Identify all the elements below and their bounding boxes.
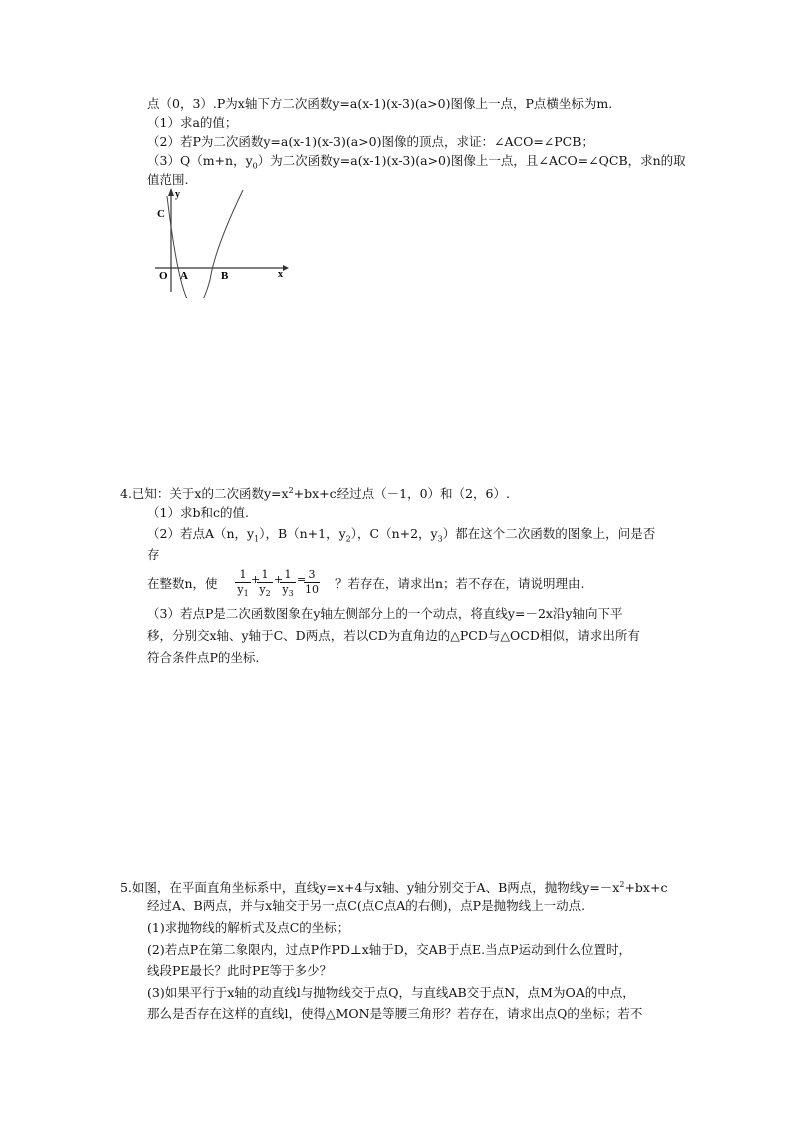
p4-q2-sub2: 2 <box>345 534 351 544</box>
p5-intro-part-a: 5.如图，在平面直角坐标系中，直线y=x+4与x轴、y轴分别交于A、B两点，抛物线y=－x <box>120 880 620 896</box>
p5-q3-line1: (3)如果平行于x轴的动直线l与抛物线交于点Q，与直线AB交于点N，点M为OA的中点， <box>147 985 635 1000</box>
fraction-denominator: 10 <box>305 583 319 596</box>
p4-intro-superscript: 2 <box>288 486 294 495</box>
p4-q3-line2: 移，分别交x轴、y轴于C、D两点，若以CD为直角边的△PCD与△OCD相似，请求出所有 <box>147 628 640 643</box>
label-y: y <box>175 189 180 200</box>
fraction-den-y: y <box>237 583 244 596</box>
p4-q2-part-2: ），B（n+1，y <box>259 526 346 541</box>
x-axis-arrow <box>283 265 289 271</box>
fraction-denominator <box>280 584 296 600</box>
p3-q3-part-b: ）为二次函数y=a(x-1)(x-3)(a>0)图像上一点，且∠ACO=∠QCB，求n的取 <box>257 153 686 168</box>
label-b: B <box>221 270 229 282</box>
p5-q3-line2: 那么是否存在这样的直线l，使得△MON是等腰三角形？若存在，请求出点Q的坐标；若不 <box>147 1006 643 1021</box>
p5-q1: (1)求抛物线的解析式及点C的坐标； <box>147 920 350 935</box>
p4-q2-continued-a: 在整数n，使 <box>147 576 218 591</box>
fraction-3-over-10 <box>304 569 320 596</box>
plus-sign-1: + <box>251 573 261 586</box>
fraction-denominator <box>235 584 251 600</box>
fraction-numerator: 1 <box>261 568 269 581</box>
p3-q3 <box>147 153 686 175</box>
label-x: x <box>278 269 283 280</box>
p4-q3-line1: （3）若点P是二次函数图象在y轴左侧部分上的一个动点，将直线y=－2x沿y轴向下平 <box>147 606 623 621</box>
p3-q3-subscript: 0 <box>252 161 258 171</box>
p4-q2-part-1: （2）若点A（n，y <box>147 526 255 541</box>
p5-intro-superscript: 2 <box>619 880 625 889</box>
p4-q2-sub3: 3 <box>437 534 443 544</box>
fraction-1-over-y1 <box>235 569 251 600</box>
p3-q1: （1）求a的值； <box>147 115 238 130</box>
p4-q2-wrap: 存 <box>147 547 160 562</box>
p4-intro-part-a: 4.已知：关于x的二次函数y=x <box>120 486 289 502</box>
fraction-numerator: 1 <box>284 568 292 581</box>
parabola-curve <box>167 190 243 298</box>
fraction-numerator: 3 <box>308 568 316 581</box>
p3-q2: （2）若P为二次函数y=a(x-1)(x-3)(a>0)图像的顶点，求证：∠ACO=∠PCB； <box>147 134 594 149</box>
fraction-denominator <box>257 584 273 600</box>
fraction-1-over-y2 <box>257 569 273 600</box>
p5-intro-part-b: +bx+c <box>624 880 668 896</box>
equals-sign: = <box>297 573 307 586</box>
label-c: C <box>157 208 165 220</box>
fraction-den-y: y <box>259 583 266 596</box>
plus-sign-2: + <box>274 573 284 586</box>
p4-q2-part-4: ）都在这个二次函数的图象上，问是否 <box>442 526 656 541</box>
p4-intro <box>120 483 510 502</box>
p4-q3-line3: 符合条件点P的坐标. <box>147 650 260 665</box>
fraction-1-over-y3 <box>280 569 296 600</box>
parabola-figure <box>155 188 305 298</box>
fraction-den-y: y <box>282 583 289 596</box>
p4-q1: （1）求b和c的值. <box>147 505 249 520</box>
p4-q2-sub1: 1 <box>254 534 260 544</box>
p3-q3-part-a: （3）Q（m+n，y <box>147 153 253 168</box>
p3-intro: 点（0，3）.P为x轴下方二次函数y=a(x-1)(x-3)(a>0)图像上一点，P点横坐标为m. <box>147 96 613 111</box>
p4-intro-part-b: +bx+c经过点（－1，0）和（2，6）. <box>293 486 510 502</box>
p5-line2: 经过A、B两点，并与x轴交于另一点C(点C点A的右侧)，点P是抛物线上一动点. <box>147 898 586 913</box>
fraction-den-sub: 1 <box>243 589 249 599</box>
p3-q3-continued: 值范围. <box>147 172 189 187</box>
p5-intro <box>120 877 667 896</box>
fraction-numerator: 1 <box>239 568 247 581</box>
y-axis-arrow <box>168 188 174 196</box>
fraction-den-sub: 2 <box>265 589 271 599</box>
p4-q2-part-3: ），C（n+2，y <box>350 526 438 541</box>
label-o: O <box>159 270 168 282</box>
fraction-den-sub: 3 <box>288 589 294 599</box>
p4-q2-continued-b: ？若存在，请求出n；若不存在，请说明理由. <box>335 576 585 591</box>
p4-q2 <box>147 526 655 548</box>
p5-q2-line2: 线段PE最长？此时PE等于多少？ <box>147 963 333 978</box>
p5-q2-line1: (2)若点P在第二象限内，过点P作PD⊥x轴于D，交AB于点E.当点P运动到什么位置时， <box>147 942 632 957</box>
label-a: A <box>180 270 188 282</box>
